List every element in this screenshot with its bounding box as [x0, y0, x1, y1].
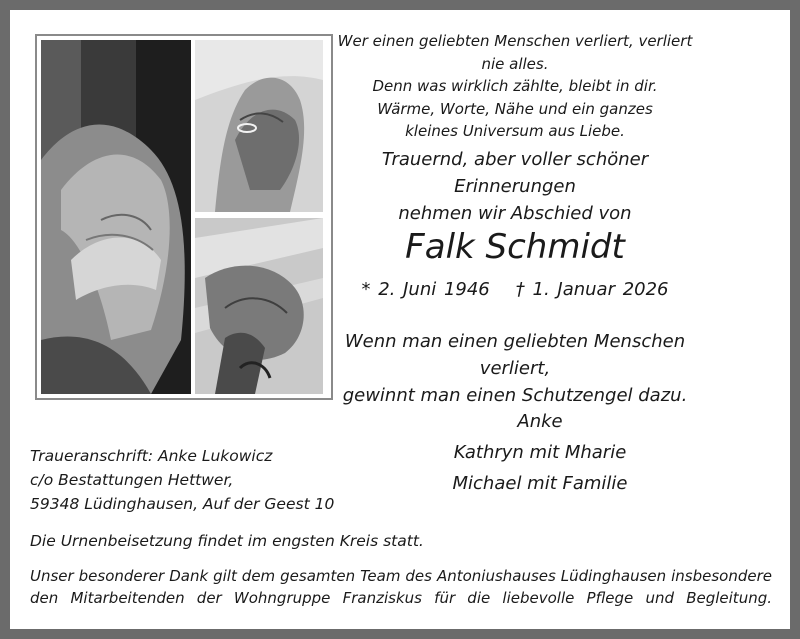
intro-line: Trauernd, aber voller schöner Erinnerungen: [381, 149, 649, 197]
deceased-name: Falk Schmidt: [405, 227, 625, 267]
mourner: Michael mit Familie: [452, 473, 628, 494]
photo-holding-hands: [41, 40, 191, 394]
poem: [330, 30, 700, 143]
verse-line: Wenn man einen geliebten Menschen verliert,: [344, 331, 686, 379]
obituary-card: [10, 10, 790, 629]
photo-collage: [35, 34, 333, 400]
verse-line: gewinnt man einen Schutzengel dazu.: [342, 385, 688, 406]
memorial-verse: [330, 328, 700, 409]
address-line: Traueranschrift: Anke Lukowicz: [30, 447, 273, 465]
poem-line: Wer einen geliebten Menschen verliert, verliert nie alles.: [337, 32, 693, 73]
mourning-address: [30, 444, 360, 516]
farewell-intro: [330, 146, 700, 227]
poem-line: Denn was wirklich zählte, bleibt in dir.: [372, 77, 658, 95]
intro-line: nehmen wir Abschied von: [398, 203, 632, 224]
photo-hands-blanket: [195, 218, 323, 394]
thanks-line: den Mitarbeitenden der Wohngruppe Franziskus für die liebevolle Pflege und Begleitung.: [30, 589, 772, 607]
poem-line: Wärme, Worte, Nähe und ein ganzes: [377, 99, 653, 118]
poem-line: kleines Universum aus Liebe.: [405, 122, 625, 140]
death-date: † 1. Januar 2026: [515, 279, 669, 300]
address-line: 59348 Lüdinghausen, Auf der Geest 10: [30, 495, 335, 513]
birth-date: * 2. Juni 1946: [361, 279, 490, 300]
mourner: Kathryn mit Mharie: [453, 442, 627, 463]
life-dates: [330, 276, 700, 304]
photo-hands-ring: [195, 40, 323, 212]
thanks-line: Unser besonderer Dank gilt dem gesamten Team des Antoniushauses Lüdinghausen insbesondere: [30, 567, 772, 585]
mourner: Anke: [517, 411, 563, 432]
thanks-note: [30, 565, 772, 609]
mourners-list: [440, 406, 640, 499]
address-line: c/o Bestattungen Hettwer,: [30, 471, 234, 489]
urn-burial-note: Die Urnenbeisetzung findet im engsten Kreis statt.: [30, 532, 424, 550]
